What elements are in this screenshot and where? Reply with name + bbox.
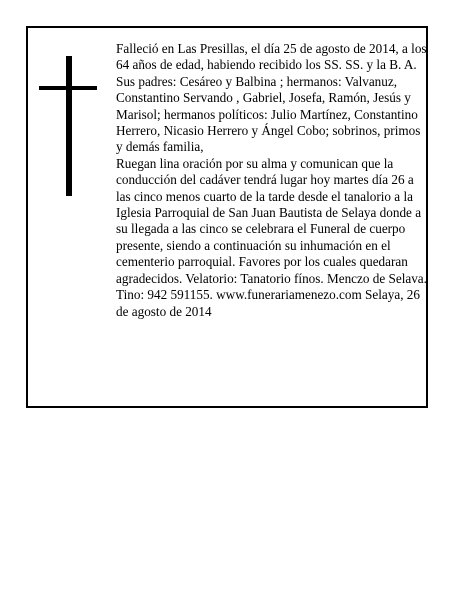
funeral-details: Ruegan lina oración por su alma y comunican que la conducción del cadáver tendrá lugar hoy martes día 26 a las cinco menos cuarto de la tarde desde el tanalorio a la Iglesia Parroquial de San Juan Bautista de Selaya donde a su llegada a las cinco se celebrara el Funeral de cuerpo presente, siendo a continuación su inhumación en el cementerio parroquial. Favores por los cuales quedaran agradecidos. Velatorio: Tanatorio fínos. Menczo de Selava. Tino: 942 591155. www.funerariamenezo.com Selaya, 26 de agosto de 2014 xyxy=(116,155,427,319)
obituary-notice xyxy=(26,26,428,408)
cross-vertical-bar xyxy=(66,56,72,196)
cross-horizontal-bar xyxy=(39,86,97,90)
family-list: Sus padres: Cesáreo y Balbina ; hermanos: Valvanuz, Constantino Servando , Gabriel, Josefa, Ramón, Jesús y Marisol; hermanos políticos: Julio Martínez, Constantino Herrero, Nicasio Herrero y Ángel Cobo; sobrinos, primos y demás familia, xyxy=(116,73,421,155)
death-announcement: Falleció en Las Presillas, el día 25 de agosto de 2014, a los 64 años de edad, habiendo recibido los SS. SS. y la B. A. xyxy=(116,41,427,73)
notice-text xyxy=(116,41,428,320)
